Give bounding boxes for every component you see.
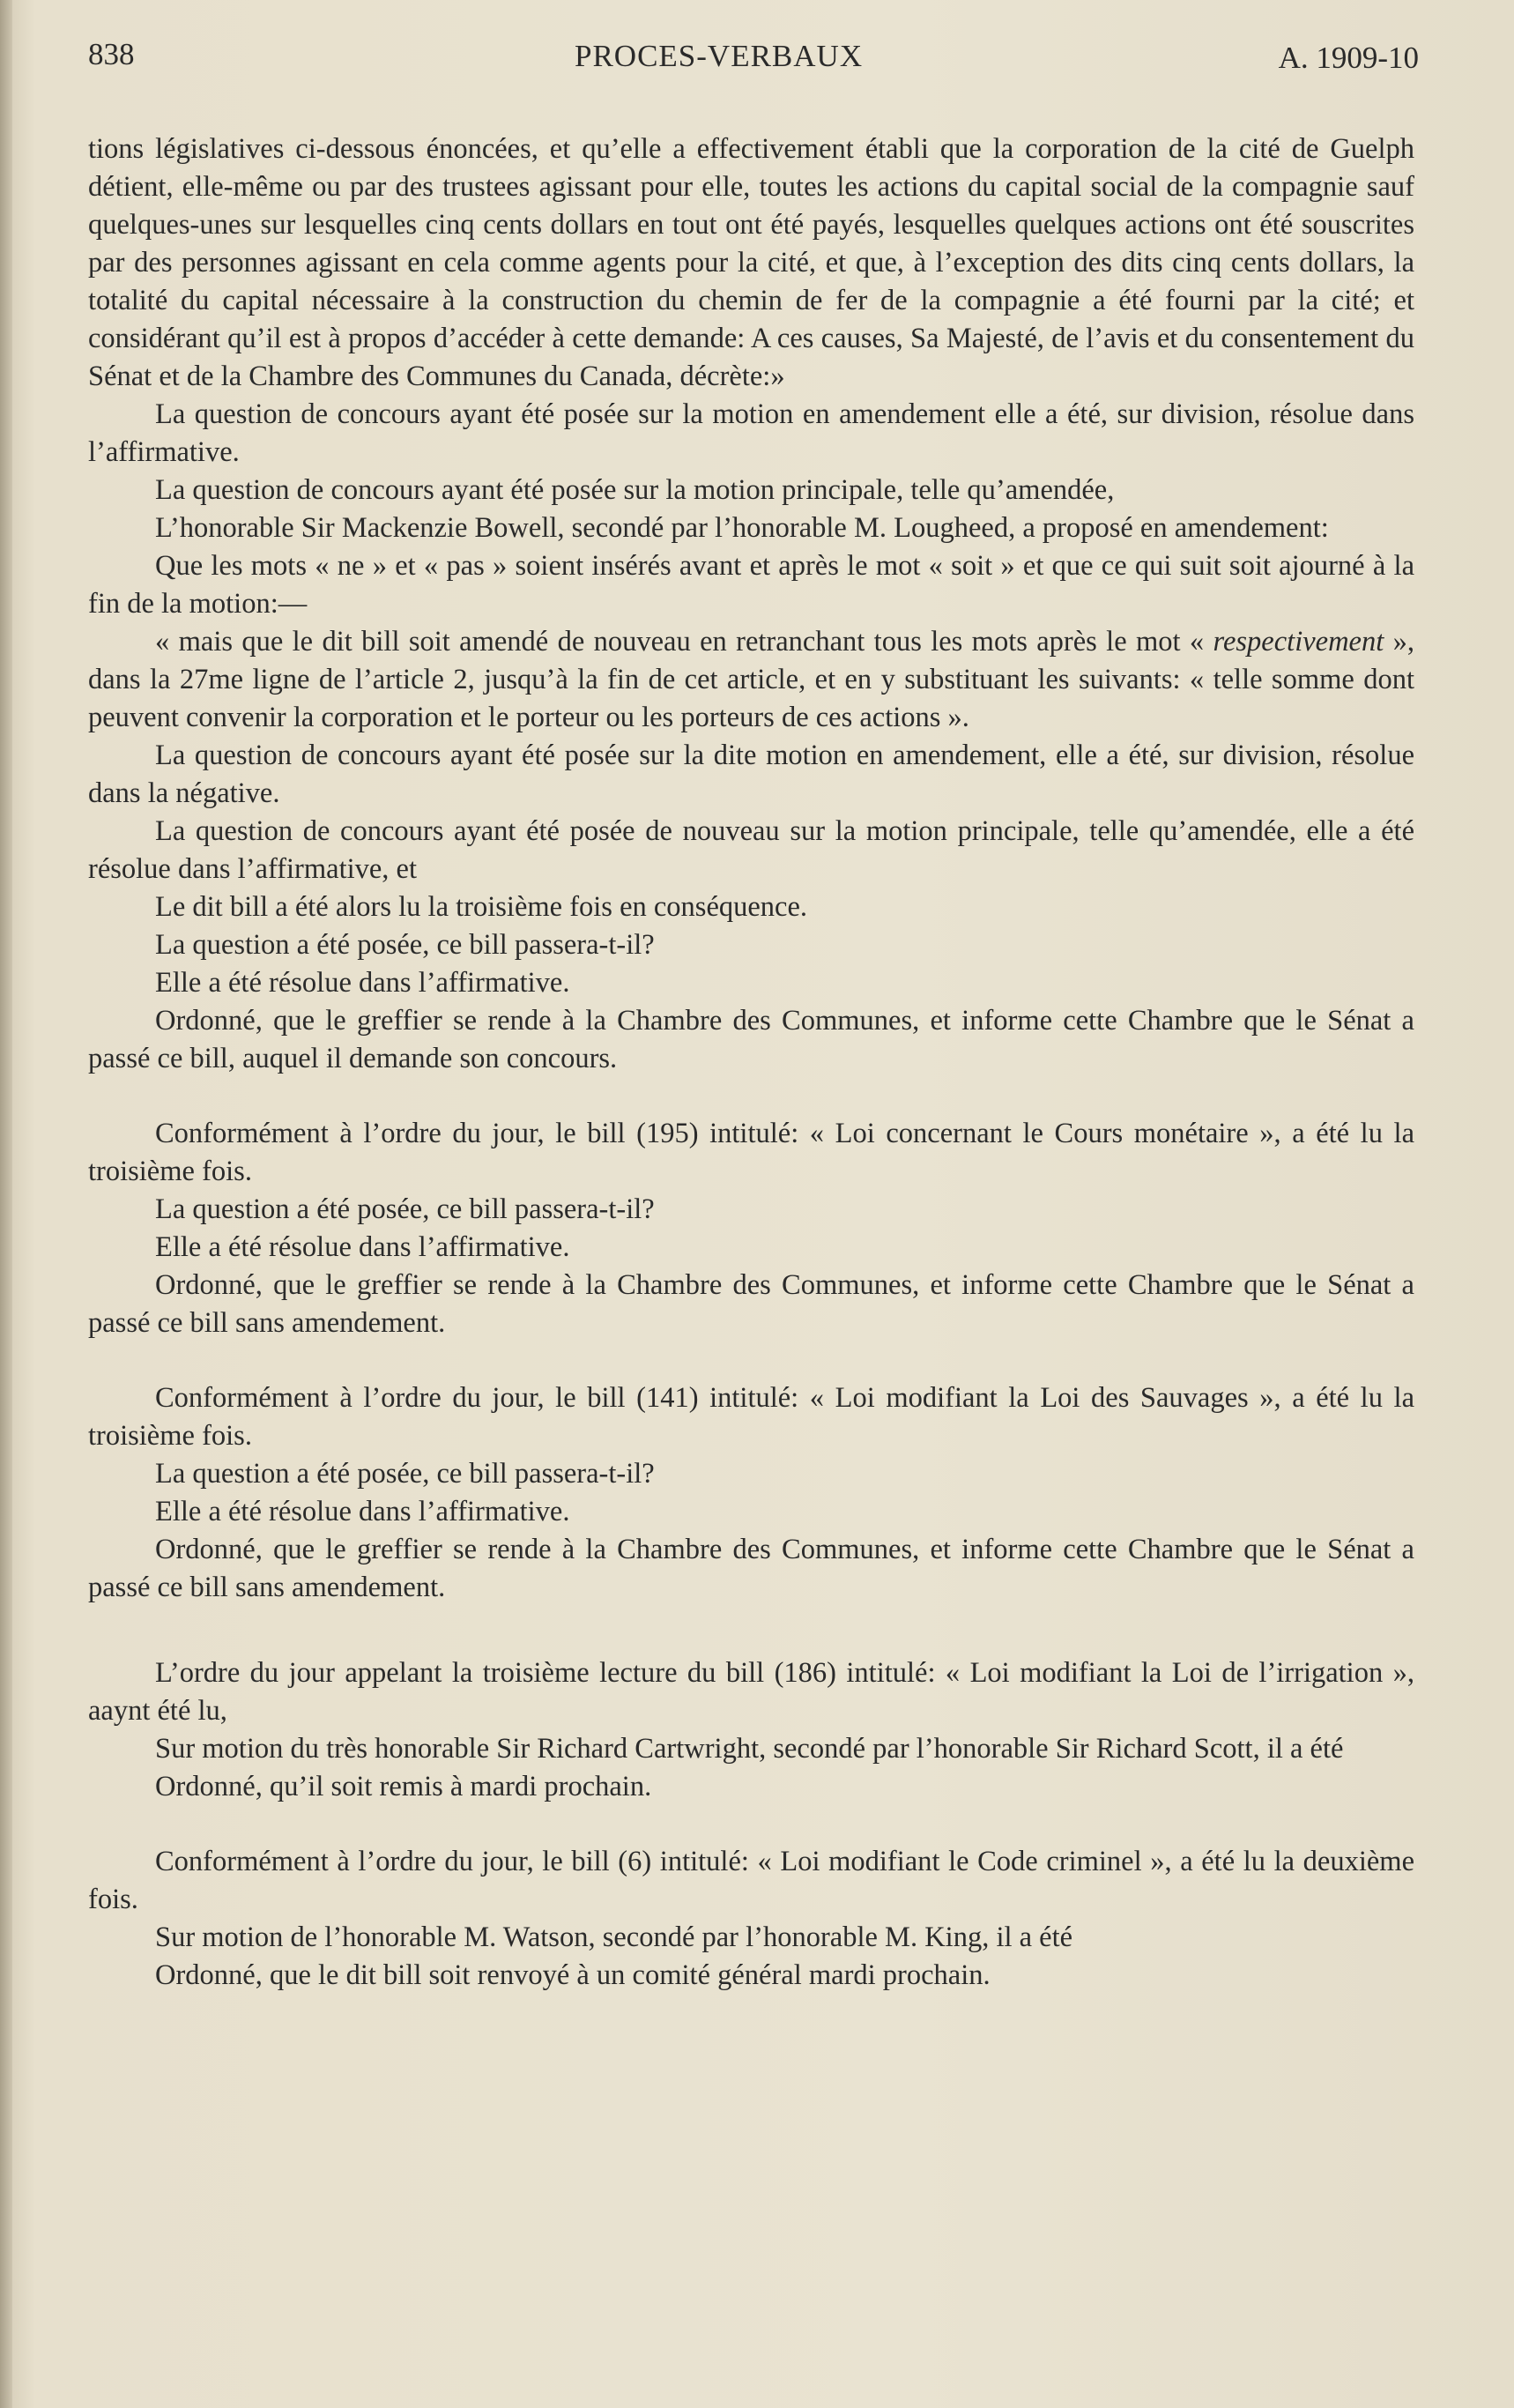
paragraph: tions législatives ci-dessous énoncées, et qu’elle a effectivement établi que la corporation de la cité de Guelph détient, elle-même ou par des trustees agissant pour elle, toutes les actions du capital social de la compagnie sauf quelques-unes sur lesquelles cinq cents dollars en tout ont été payés, lesquelles quelques actions ont été souscrites par des personnes agissant en cela comme agents pour la cité, et que, à l’exception des dits cinq cents dollars, la totalité du capital nécessaire à la construction du chemin de fer de la compagnie a été fourni par la cité; et considérant qu’il est à propos d’accéder à cette demande: A ces causes, Sa Majesté, de l’avis et du consentement du Sénat et de la Chambre des Communes du Canada, décrète:» (88, 133, 1414, 392)
paragraph: La question de concours ayant été posée sur la motion principale, telle qu’amendée, (155, 474, 1115, 506)
paragraph: La question a été posée, ce bill passera-t-il? (155, 1193, 655, 1225)
page-header (88, 37, 1419, 81)
paragraph: La question a été posée, ce bill passera-t-il? (155, 1458, 655, 1490)
paragraph: Ordonné, que le greffier se rende à la Chambre des Communes, et informe cette Chambre que le Sénat a passé ce bill sans amendement. (88, 1534, 1414, 1603)
paragraph: Elle a été résolue dans l’affirmative. (155, 1496, 570, 1527)
paragraph: Le dit bill a été alors lu la troisième fois en conséquence. (155, 891, 808, 923)
binding-edge (0, 0, 12, 2408)
paragraph-text: », dans la 27me ligne de l’article 2, jusqu’à la fin de cet article, et en y substituant les suivants: « telle somme dont peuvent convenir la corporation et le porteur ou les porteurs de ces actions ». (88, 626, 1414, 733)
paragraph: Ordonné, que le greffier se rende à la Chambre des Communes, et informe cette Chambre que le Sénat a passé ce bill, auquel il demande son concours. (88, 1005, 1414, 1074)
paragraph-text: « mais que le dit bill soit amendé de nouveau en retranchant tous les mots après le mot « (155, 626, 1213, 658)
paragraph: Ordonné, que le greffier se rende à la Chambre des Communes, et informe cette Chambre que le Sénat a passé ce bill sans amendement. (88, 1269, 1414, 1339)
paragraph: La question a été posée, ce bill passera-t-il? (155, 929, 655, 961)
paragraph: Elle a été résolue dans l’affirmative. (155, 1231, 570, 1263)
running-title: PROCES-VERBAUX (575, 39, 864, 73)
session-label: A. 1909-10 (1278, 41, 1419, 75)
paragraph: Conformément à l’ordre du jour, le bill (6) intitulé: « Loi modifiant le Code criminel », a été lu la deuxième fois. (88, 1846, 1414, 1915)
paragraph: La question de concours ayant été posée de nouveau sur la motion principale, telle qu’amendée, elle a été résolue dans l’affirmative, et (88, 815, 1414, 885)
paragraph (88, 623, 1414, 737)
paragraph: Elle a été résolue dans l’affirmative. (155, 967, 570, 999)
paragraph: La question de concours ayant été posée sur la dite motion en amendement, elle a été, sur division, résolue dans la négative. (88, 739, 1414, 809)
paragraph: Ordonné, qu’il soit remis à mardi prochain. (155, 1771, 652, 1802)
paragraph: L’honorable Sir Mackenzie Bowell, secondé par l’honorable M. Lougheed, a proposé en amendement: (155, 512, 1329, 544)
paragraph: Conformément à l’ordre du jour, le bill (195) intitulé: « Loi concernant le Cours monétaire », a été lu la troisième fois. (88, 1118, 1414, 1187)
paragraph: Que les mots « ne » et « pas » soient insérés avant et après le mot « soit » et que ce qui suit soit ajourné à la fin de la motion:— (88, 550, 1414, 620)
paragraph: Conformément à l’ordre du jour, le bill (141) intitulé: « Loi modifiant la Loi des Sauvages », a été lu la troisième fois. (88, 1382, 1414, 1452)
paragraph: Sur motion du très honorable Sir Richard Cartwright, secondé par l’honorable Sir Richard Scott, il a été (155, 1733, 1344, 1765)
paragraph: Sur motion de l’honorable M. Watson, secondé par l’honorable M. King, il a été (155, 1921, 1073, 1953)
paragraph: Ordonné, que le dit bill soit renvoyé à un comité général mardi prochain. (155, 1959, 991, 1991)
paragraph: La question de concours ayant été posée sur la motion en amendement elle a été, sur division, résolue dans l’affirmative. (88, 398, 1414, 468)
document-body (88, 130, 1414, 1995)
page-number: 838 (88, 37, 135, 71)
paragraph: L’ordre du jour appelant la troisième lecture du bill (186) intitulé: « Loi modifiant la Loi de l’irrigation », aaynt été lu, (88, 1657, 1414, 1727)
italic-word: respectivement (1213, 626, 1384, 658)
